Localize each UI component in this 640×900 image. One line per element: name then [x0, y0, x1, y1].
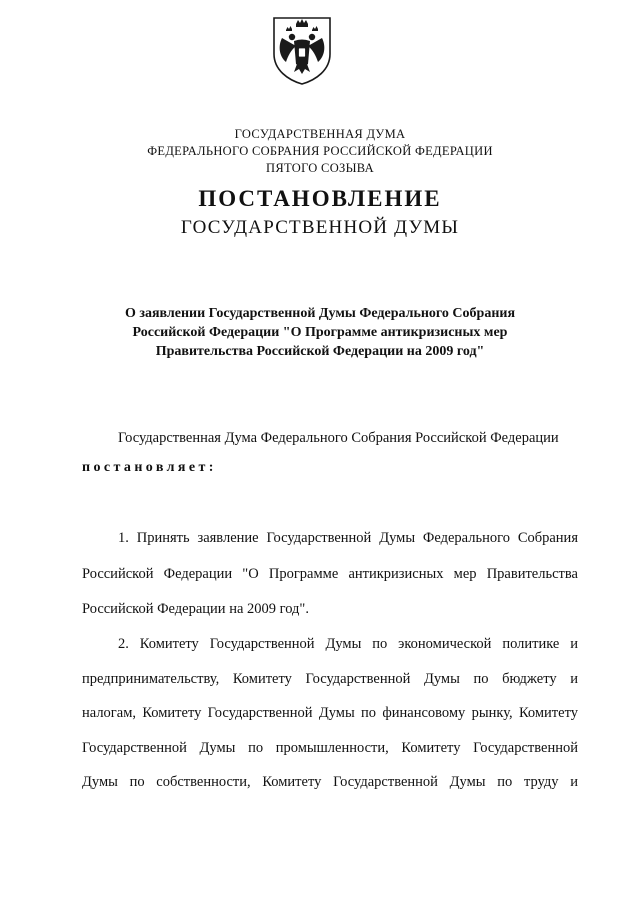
- word: 1.: [118, 530, 129, 546]
- word: Государственной: [305, 671, 411, 687]
- word: по: [248, 740, 264, 756]
- word: Государственной: [266, 530, 372, 546]
- word: по: [473, 671, 489, 687]
- word: Комитету: [262, 774, 322, 790]
- word: рынку,: [471, 705, 513, 721]
- subject-line: Правительства Российской Федерации на 2009 год": [155, 344, 485, 359]
- word: Федерального: [422, 530, 510, 546]
- word: Комитету: [142, 705, 202, 721]
- word: Думы: [318, 705, 355, 721]
- word: Программе: [268, 566, 339, 582]
- word: Комитету: [139, 636, 199, 652]
- word: собственности,: [156, 774, 251, 790]
- paragraph-line: [82, 669, 578, 689]
- preamble-text: Государственная Дума Федерального Собрания Российской Федерации: [118, 430, 559, 446]
- subject-line: Российской Федерации "О Программе антикризисных мер: [132, 325, 508, 340]
- org-name-line: ГОСУДАРСТВЕННАЯ ДУМА: [234, 127, 406, 141]
- word: Федерации: [163, 566, 233, 582]
- word: Думы: [325, 636, 362, 652]
- paragraph-line: Российской Федерации на 2009 год".: [82, 601, 309, 617]
- word: Думы: [82, 774, 118, 790]
- word: по: [497, 774, 513, 790]
- word: Государственной: [82, 740, 187, 756]
- resolves-word: постановляет:: [82, 460, 217, 475]
- word: труду: [523, 774, 559, 790]
- word: бюджету: [502, 671, 557, 687]
- word: налогам,: [82, 705, 136, 721]
- word: по: [361, 705, 377, 721]
- word: Российской: [82, 566, 154, 582]
- word: Комитету: [232, 671, 292, 687]
- word: Думы: [423, 671, 460, 687]
- paragraph-line: [82, 738, 578, 758]
- org-name-line: ФЕДЕРАЛЬНОГО СОБРАНИЯ РОССИЙСКОЙ ФЕДЕРАЦИИ: [147, 144, 493, 158]
- word: по: [372, 636, 388, 652]
- word: Комитету: [401, 740, 461, 756]
- word: и: [570, 774, 578, 790]
- word: антикризисных: [348, 566, 444, 582]
- paragraph-line: [82, 564, 578, 584]
- word: Собрания: [517, 530, 578, 546]
- paragraph-line: [82, 703, 578, 723]
- word: Государственной: [209, 636, 315, 652]
- word: Государственной: [473, 740, 578, 756]
- word: промышленности,: [275, 740, 389, 756]
- word: и: [570, 636, 578, 652]
- coat-of-arms-icon: [270, 14, 334, 86]
- paragraph-line: [82, 772, 578, 792]
- convocation-line: ПЯТОГО СОЗЫВА: [266, 161, 374, 175]
- word: Государственной: [333, 774, 438, 790]
- word: предпринимательству,: [82, 671, 220, 687]
- word: Правительства: [486, 566, 578, 582]
- word: Думы: [379, 530, 416, 546]
- word: Думы: [199, 740, 236, 756]
- word: и: [570, 671, 578, 687]
- document-issuer-title: ГОСУДАРСТВЕННОЙ ДУМЫ: [180, 217, 460, 238]
- paragraph-line: [118, 634, 578, 654]
- word: заявление: [197, 530, 259, 546]
- paragraph-line: [118, 528, 578, 548]
- word: политике: [502, 636, 560, 652]
- word: Комитету: [518, 705, 578, 721]
- word: Думы: [449, 774, 486, 790]
- word: Государственной: [207, 705, 313, 721]
- word: Принять: [136, 530, 190, 546]
- subject-line: О заявлении Государственной Думы Федерального Собрания: [124, 306, 516, 321]
- word: 2.: [118, 636, 129, 652]
- word: экономической: [398, 636, 492, 652]
- word: "О: [242, 566, 259, 582]
- word: по: [129, 774, 145, 790]
- word: мер: [453, 566, 477, 582]
- word: финансовому: [382, 705, 466, 721]
- document-type-title: ПОСТАНОВЛЕНИЕ: [198, 186, 442, 211]
